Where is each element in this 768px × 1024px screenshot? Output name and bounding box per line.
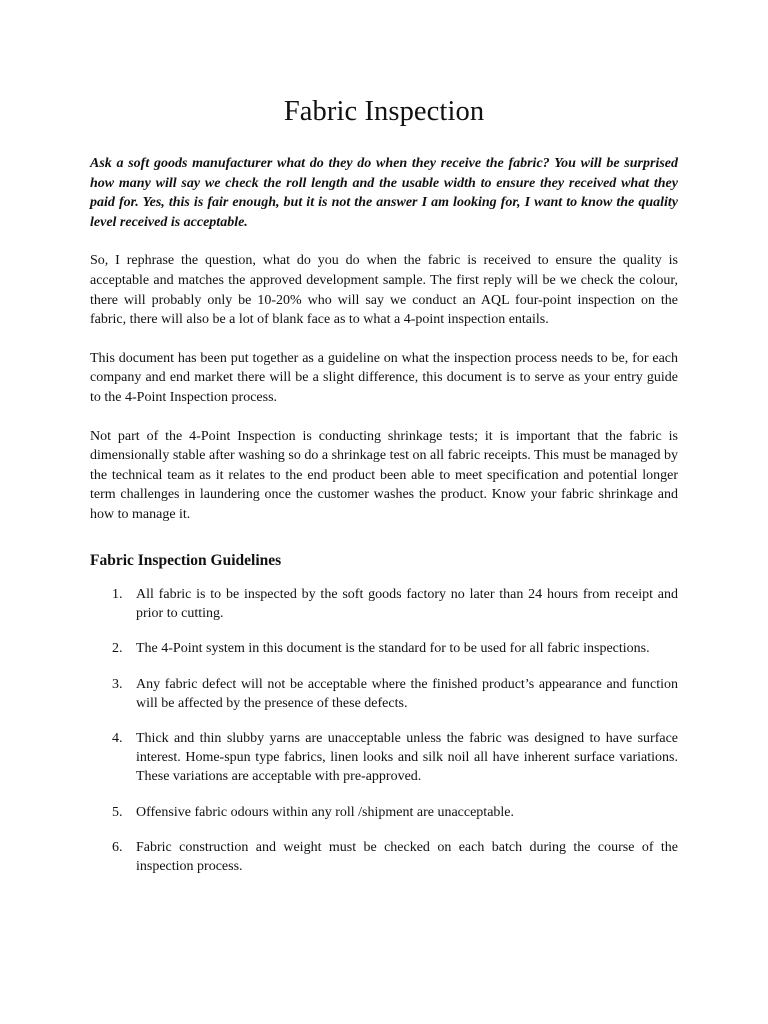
- guideline-item-6: [90, 838, 678, 876]
- guideline-number: 5.: [112, 804, 123, 820]
- guideline-item-2: [90, 639, 678, 658]
- guideline-item-4: [90, 729, 678, 786]
- guideline-number: 3.: [112, 676, 123, 692]
- body-paragraph-3: Not part of the 4-Point Inspection is conducting shrinkage tests; it is important that the fabric is dimensionally stable after washing so do a shrinkage test on all fabric receipts. This must be managed by the technical team as it relates to the end product been able to meet specification and potential longer term challenges in laundering once the customer washes the product. Know your fabric shrinkage and how to manage it.: [90, 428, 678, 522]
- guideline-text: The 4-Point system in this document is the standard for to be used for all fabric inspections.: [136, 641, 650, 656]
- document-page: [90, 92, 678, 893]
- guideline-item-3: [90, 675, 678, 713]
- guideline-number: 1.: [112, 586, 123, 602]
- body-paragraph-2: This document has been put together as a guideline on what the inspection process needs to be, for each company and end market there will be a slight difference, this document is to serve as your entry guide to the 4-Point Inspection process.: [90, 350, 678, 405]
- guidelines-list: [90, 585, 678, 877]
- guideline-text: Any fabric defect will not be acceptable where the finished product’s appearance and function will be affected by the presence of these defects.: [136, 676, 678, 711]
- guideline-number: 2.: [112, 641, 123, 656]
- intro-paragraph: Ask a soft goods manufacturer what do they do when they receive the fabric? You will be surprised how many will say we check the roll length and the usable width to ensure they received what they paid for. Yes, this is fair enough, but it is not the answer I am looking for, I want to know the quality level received is acceptable.: [90, 156, 678, 230]
- section-heading: Fabric Inspection Guidelines: [90, 551, 282, 569]
- body-paragraph-1: So, I rephrase the question, what do you do when the fabric is received to ensure the quality is acceptable and matches the approved development sample. The first reply will be we check the colour, there will probably only be 10-20% who will say we conduct an AQL four-point inspection on the fabric, there will also be a lot of blank face as to what a 4-point inspection entails.: [90, 253, 678, 328]
- guideline-text: All fabric is to be inspected by the soft goods factory no later than 24 hours from receipt and prior to cutting.: [136, 586, 678, 621]
- guideline-text: Thick and thin slubby yarns are unacceptable unless the fabric was designed to have surface interest. Home-spun type fabrics, linen looks and silk noil all have inherent surface variations. These variations are acceptable with pre-approved.: [136, 731, 678, 784]
- guideline-text: Offensive fabric odours within any roll /shipment are unacceptable.: [136, 804, 515, 820]
- guideline-number: 4.: [112, 731, 123, 746]
- guideline-number: 6.: [112, 840, 123, 855]
- guideline-item-1: [90, 585, 678, 623]
- page-title: Fabric Inspection: [283, 96, 485, 127]
- guideline-text: Fabric construction and weight must be checked on each batch during the course of the inspection process.: [136, 840, 678, 874]
- guideline-item-5: [90, 803, 678, 822]
